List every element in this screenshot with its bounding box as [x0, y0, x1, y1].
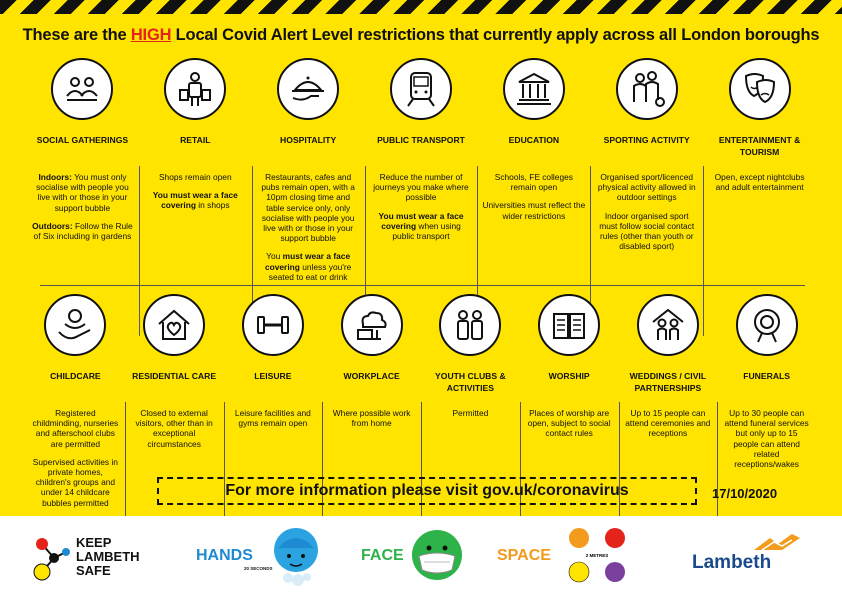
category-title: LEISURE [254, 371, 292, 381]
youth-clubs-icon [439, 294, 501, 356]
lambeth-wordmark: Lambeth [692, 552, 772, 573]
category-description [426, 408, 515, 418]
category-title: HOSPITALITY [280, 135, 337, 145]
alert-level-high: HIGH [130, 26, 172, 44]
page-title: These are the HIGH Local Covid Alert Level restrictions that currently apply across all London boroughs [22, 26, 820, 44]
more-info-link[interactable]: For more information please visit gov.uk/coronavirus [157, 477, 697, 505]
dumbbell-icon [242, 294, 304, 356]
category-description [482, 172, 585, 221]
description-paragraph: Shops remain open [158, 172, 232, 182]
description-paragraph: Supervised activities in private homes, children's groups and under 14 childcare bubbles permitted [32, 456, 118, 508]
category-description [624, 408, 713, 439]
description-paragraph: Indoors: You must only socialise with people you live with or those in your support bubble [36, 172, 129, 213]
education-icon [503, 58, 565, 120]
description-paragraph: Outdoors: Follow the Rule of Six including in gardens [32, 220, 133, 242]
book-icon [538, 294, 600, 356]
category-title: CHILDCARE [50, 371, 101, 381]
safe-word: SAFE [76, 563, 111, 578]
category-title: WORKPLACE [343, 371, 400, 381]
category-description [327, 408, 416, 428]
train-icon [390, 58, 452, 120]
category-description [722, 408, 811, 469]
restriction-card [717, 294, 816, 516]
category-title: PUBLIC TRANSPORT [377, 135, 465, 145]
restriction-card [26, 294, 125, 516]
social-gatherings-icon [51, 58, 113, 120]
description-paragraph: You must wear a face covering unless you're seated to eat or drink [264, 251, 352, 282]
category-title: SOCIAL GATHERINGS [36, 135, 129, 145]
restriction-card [252, 58, 365, 290]
description-paragraph: You must wear a face covering when using public transport [378, 210, 464, 242]
description-paragraph: Up to 30 people can attend funeral services but only up to 15 people can attend related receptions/wakes [724, 408, 809, 470]
face-label: FACE [361, 547, 404, 564]
keep-lambeth-safe-logo [32, 532, 152, 582]
description-paragraph: Registered childminding, nurseries and afterschool clubs are permitted [32, 408, 119, 449]
handwashing-person-icon [270, 526, 322, 588]
restrictions-row-1 [26, 58, 816, 290]
description-paragraph: Schools, FE colleges remain open [494, 172, 573, 193]
description-paragraph: You must wear a face covering in shops [152, 190, 238, 211]
description-paragraph: Universities must reflect the wider restrictions [482, 200, 586, 221]
restriction-card [139, 58, 252, 290]
category-title: WORSHIP [548, 371, 590, 381]
keep-word: KEEP [76, 535, 112, 550]
category-description [31, 172, 134, 241]
social-distance-faces-icon [565, 524, 631, 586]
face-mask-icon [410, 528, 464, 582]
description-paragraph: Indoor organised sport must follow social contact rules (other than youth or disabled sport) [599, 210, 695, 252]
hospitality-icon [277, 58, 339, 120]
description-paragraph: Open, except nightclubs and adult entertainment [714, 172, 805, 193]
workplace-icon [341, 294, 403, 356]
hands-sub-label: 20 SECONDS [244, 566, 273, 571]
footer [0, 516, 842, 595]
residential-care-icon [143, 294, 205, 356]
category-title: ENTERTAINMENT & TOURISM [718, 135, 801, 157]
restriction-card [365, 58, 478, 290]
molecule-icon [32, 532, 72, 582]
category-title: RESIDENTIAL CARE [132, 371, 217, 381]
category-description [525, 408, 614, 439]
sport-icon [616, 58, 678, 120]
category-description [144, 172, 247, 211]
description-paragraph: Places of worship are open, subject to social contact rules [527, 408, 611, 439]
lambeth-logo-mark [752, 532, 802, 552]
childcare-icon [44, 294, 106, 356]
category-title: FUNERALS [743, 371, 791, 381]
category-description [708, 172, 811, 192]
category-description [257, 172, 360, 282]
category-title: EDUCATION [508, 135, 560, 145]
description-paragraph: Reduce the number of journeys you make where possible [373, 172, 469, 203]
category-description [229, 408, 318, 428]
restriction-card [590, 58, 703, 290]
funeral-wreath-icon [736, 294, 798, 356]
category-title: WEDDINGS / CIVIL PARTNERSHIPS [629, 371, 707, 393]
description-paragraph: Leisure facilities and gyms remain open [234, 408, 311, 429]
description-paragraph: Where possible work from home [332, 408, 411, 429]
row-divider [40, 285, 805, 286]
description-paragraph: Closed to external visitors, other than in exceptional circumstances [135, 408, 213, 449]
restriction-card [477, 58, 590, 290]
space-sub-label: 2 METRES [585, 553, 609, 558]
description-paragraph: Permitted [452, 408, 489, 418]
hands-label: HANDS [196, 547, 253, 564]
category-description [370, 172, 473, 241]
category-title: RETAIL [180, 135, 211, 145]
category-title: YOUTH CLUBS & ACTIVITIES [435, 371, 506, 393]
restriction-card [703, 58, 816, 290]
description-paragraph: Organised sport/licenced physical activity allowed in outdoor settings [597, 172, 696, 203]
description-paragraph: Restaurants, cafes and pubs remain open, with a 10pm closing time and table service only, only socialise with people you live with or those in your support bubble [261, 172, 355, 244]
lambeth-word: LAMBETH [76, 549, 140, 564]
restriction-card [26, 58, 139, 290]
retail-icon [164, 58, 226, 120]
description-paragraph: Up to 15 people can attend ceremonies and receptions [625, 408, 711, 439]
category-description [595, 172, 698, 251]
category-description [31, 408, 120, 508]
date-label: 17/10/2020 [712, 486, 778, 501]
theatre-masks-icon [729, 58, 791, 120]
hazard-stripe [0, 0, 842, 14]
space-label: SPACE [497, 547, 551, 564]
wedding-icon [637, 294, 699, 356]
category-title: SPORTING ACTIVITY [603, 135, 690, 145]
category-description [130, 408, 219, 449]
